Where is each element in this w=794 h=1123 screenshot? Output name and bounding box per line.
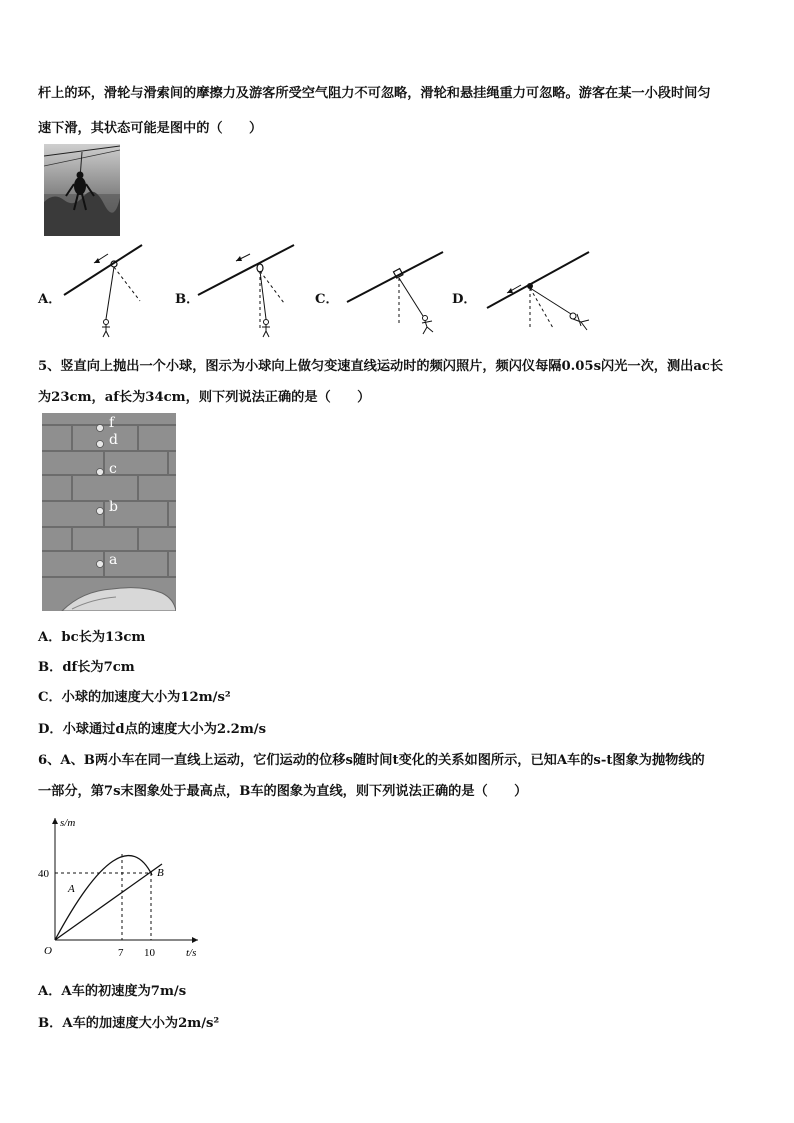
strobe-photo (42, 413, 176, 611)
curve-a (55, 856, 152, 940)
q5-text-line2: 为23cm，af长为34cm，则下列说法正确的是（ ） (38, 390, 371, 405)
q6-st-graph (30, 812, 210, 962)
q6-option-b: B．A车的加速度大小为2m/s² (38, 1016, 220, 1031)
photo-label-a: a (109, 552, 118, 568)
x-axis-label: t/s (186, 947, 197, 959)
origin-label: O (44, 945, 52, 957)
photo-label-b: b (109, 499, 118, 515)
q4-option-d-label: D． (452, 292, 477, 307)
photo-label-d: d (109, 432, 118, 448)
q4-diagram-d (485, 250, 600, 340)
q5-text-line1: 5、竖直向上抛出一个小球，图示为小球向上做匀变速直线运动时的频闪照片，频闪仪每隔0.05s闪光一次，测出ac长 (38, 359, 724, 374)
q4-option-a-label: A． (38, 292, 62, 307)
q4-text-line1: 杆上的环，滑轮与滑索间的摩擦力及游客所受空气阻力不可忽略，滑轮和悬挂绳重力可忽略。游客在某一小段时间匀 (38, 86, 711, 101)
q6-option-a: A．A车的初速度为7m/s (38, 984, 187, 999)
q4-text-line2: 速下滑，其状态可能是图中的（ ） (38, 121, 263, 136)
photo-label-f: f (109, 415, 115, 431)
q4-diagram-a (62, 243, 152, 338)
q6-text-line2: 一部分，第7s末图象处于最高点，B车的图象为直线，则下列说法正确的是（ ） (38, 784, 528, 799)
xtick-7: 7 (118, 947, 124, 959)
xtick-10: 10 (144, 947, 155, 959)
q5-option-a: A．bc长为13cm (38, 630, 146, 645)
line-b (55, 864, 162, 940)
q5-option-c: C．小球的加速度大小为12m/s² (38, 690, 231, 705)
zipline-photo (44, 144, 120, 236)
line-b-label: B (157, 867, 164, 879)
y-axis-label: s/m (60, 817, 76, 829)
q4-diagram-b (196, 243, 296, 338)
q4-option-c-label: C． (315, 292, 339, 307)
q4-diagram-c (345, 250, 445, 340)
q5-option-d: D．小球通过d点的速度大小为2.2m/s (38, 722, 267, 737)
q4-option-b-label: B． (175, 292, 200, 307)
q6-text-line1: 6、A、B两小车在同一直线上运动，它们运动的位移s随时间t变化的关系如图所示，已知A车的s-t图象为抛物线的 (38, 753, 705, 768)
ytick-40: 40 (38, 868, 49, 880)
curve-a-label: A (68, 883, 75, 895)
photo-label-c: c (109, 461, 117, 477)
q5-option-b: B．df长为7cm (38, 660, 135, 675)
